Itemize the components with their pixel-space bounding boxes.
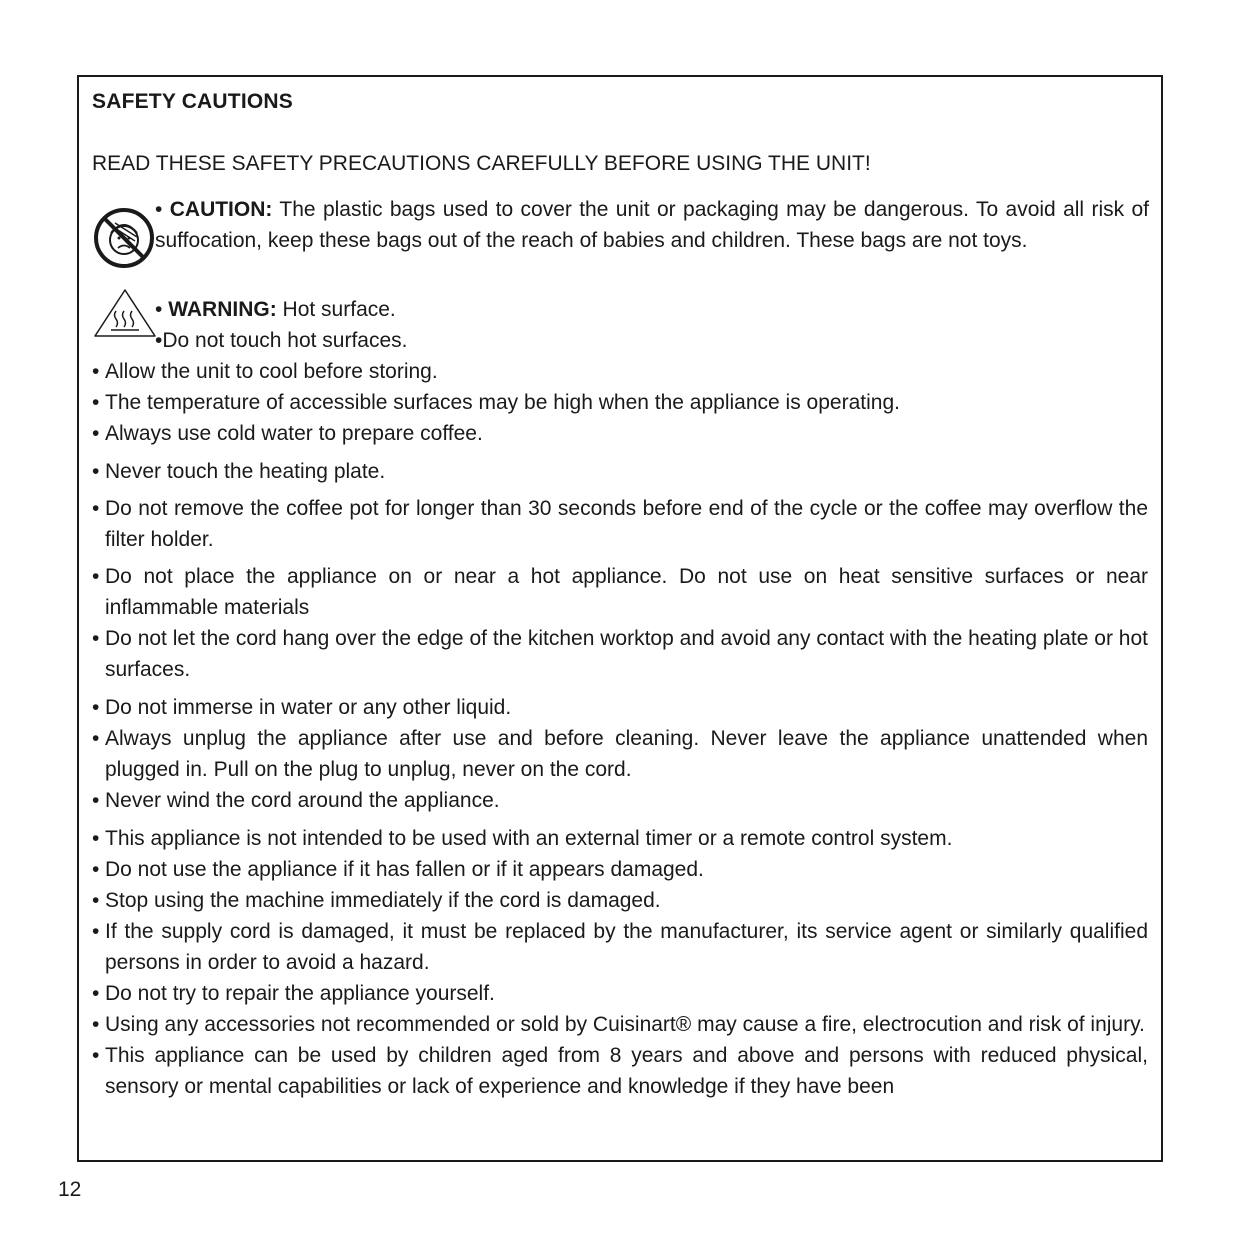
list-item-text: This appliance is not intended to be used with an external timer or a remote control system. — [105, 827, 953, 850]
bullet: • — [92, 627, 100, 650]
safety-list-e — [92, 692, 1148, 816]
list-item-text: Do not place the appliance on or near a hot appliance. Do not use on heat sensitive surfaces or near inflammable materials — [105, 565, 1148, 619]
list-item-text: The temperature of accessible surfaces may be high when the appliance is operating. — [105, 391, 900, 414]
list-item — [92, 978, 1148, 1009]
warning-subtext: Do not touch hot surfaces. — [162, 329, 408, 352]
safety-list-d — [92, 561, 1148, 685]
list-item — [92, 456, 1148, 487]
bullet: • — [92, 789, 100, 812]
hot-surface-warning-icon — [92, 287, 158, 339]
list-item-text: Do not remove the coffee pot for longer than 30 seconds before end of the cycle or the coffee may overflow the filter holder. — [105, 497, 1148, 551]
bullet: • — [155, 298, 163, 321]
list-item-text: Never touch the heating plate. — [105, 460, 386, 483]
warning-line — [155, 294, 1149, 325]
bullet: • — [92, 497, 100, 520]
caution-statement — [155, 194, 1149, 256]
list-item-text: Always unplug the appliance after use and before cleaning. Never leave the appliance unattended when plugged in. Pull on the plug to unplug, never on the cord. — [105, 727, 1148, 781]
bullet: • — [92, 460, 100, 483]
list-item — [92, 561, 1148, 623]
bullet: • — [92, 360, 100, 383]
list-item-text: If the supply cord is damaged, it must be replaced by the manufacturer, its service agent or similarly qualified persons in order to avoid a hazard. — [105, 920, 1148, 974]
bullet: • — [92, 982, 100, 1005]
warning-body: Hot surface. — [282, 298, 396, 321]
list-item — [92, 493, 1148, 555]
bullet: • — [92, 827, 100, 850]
list-item — [92, 356, 1148, 387]
list-item — [92, 854, 1148, 885]
bullet: • — [92, 1044, 100, 1067]
caution-body: The plastic bags used to cover the unit or packaging may be dangerous. To avoid all risk of suffocation, keep these bags out of the reach of babies and children. These bags are not toys. — [155, 198, 1149, 252]
list-item-text: Do not try to repair the appliance yourself. — [105, 982, 495, 1005]
section-title: SAFETY CAUTIONS — [92, 90, 293, 113]
list-item-text: Always use cold water to prepare coffee. — [105, 422, 483, 445]
list-item — [92, 623, 1148, 685]
list-item-text: Do not use the appliance if it has fallen or if it appears damaged. — [105, 858, 704, 881]
list-item — [92, 387, 1148, 418]
caution-label: CAUTION: — [169, 198, 273, 221]
bullet: • — [155, 198, 163, 221]
warning-label: WARNING: — [168, 298, 277, 321]
list-item — [92, 823, 1148, 854]
list-item — [92, 1040, 1148, 1102]
no-suffocation-icon — [93, 207, 155, 269]
list-item — [92, 785, 1148, 816]
safety-list-b — [92, 456, 1148, 487]
page-number: 12 — [58, 1178, 82, 1201]
list-item-text: Never wind the cord around the appliance. — [105, 789, 500, 812]
safety-list-a — [92, 356, 1148, 449]
list-item — [92, 692, 1148, 723]
list-item — [92, 1009, 1148, 1040]
list-item-text: Stop using the machine immediately if the cord is damaged. — [105, 889, 661, 912]
bullet: • — [92, 889, 100, 912]
safety-list-c — [92, 493, 1148, 555]
list-item — [92, 418, 1148, 449]
list-item-text: Using any accessories not recommended or sold by Cuisinart® may cause a fire, electrocution and risk of injury. — [105, 1013, 1145, 1036]
warning-statement — [155, 294, 1149, 356]
safety-list-f — [92, 823, 1148, 1102]
list-item-text: Allow the unit to cool before storing. — [105, 360, 438, 383]
bullet: • — [92, 422, 100, 445]
list-item-text: Do not immerse in water or any other liquid. — [105, 696, 512, 719]
bullet: • — [92, 391, 100, 414]
bullet: • — [92, 696, 100, 719]
warning-subline — [155, 325, 1149, 356]
intro-text: READ THESE SAFETY PRECAUTIONS CAREFULLY BEFORE USING THE UNIT! — [92, 152, 871, 175]
list-item-text: This appliance can be used by children aged from 8 years and above and persons with reduced physical, sensory or mental capabilities or lack of experience and knowledge if they have been — [105, 1044, 1148, 1098]
list-item-text: Do not let the cord hang over the edge of the kitchen worktop and avoid any contact with the heating plate or hot surfaces. — [105, 627, 1148, 681]
bullet: • — [92, 858, 100, 881]
bullet: • — [92, 920, 100, 943]
bullet: • — [92, 565, 100, 588]
bullet: • — [155, 329, 163, 352]
list-item — [92, 723, 1148, 785]
list-item — [92, 916, 1148, 978]
bullet: • — [92, 1013, 100, 1036]
bullet: • — [92, 727, 100, 750]
list-item — [92, 885, 1148, 916]
